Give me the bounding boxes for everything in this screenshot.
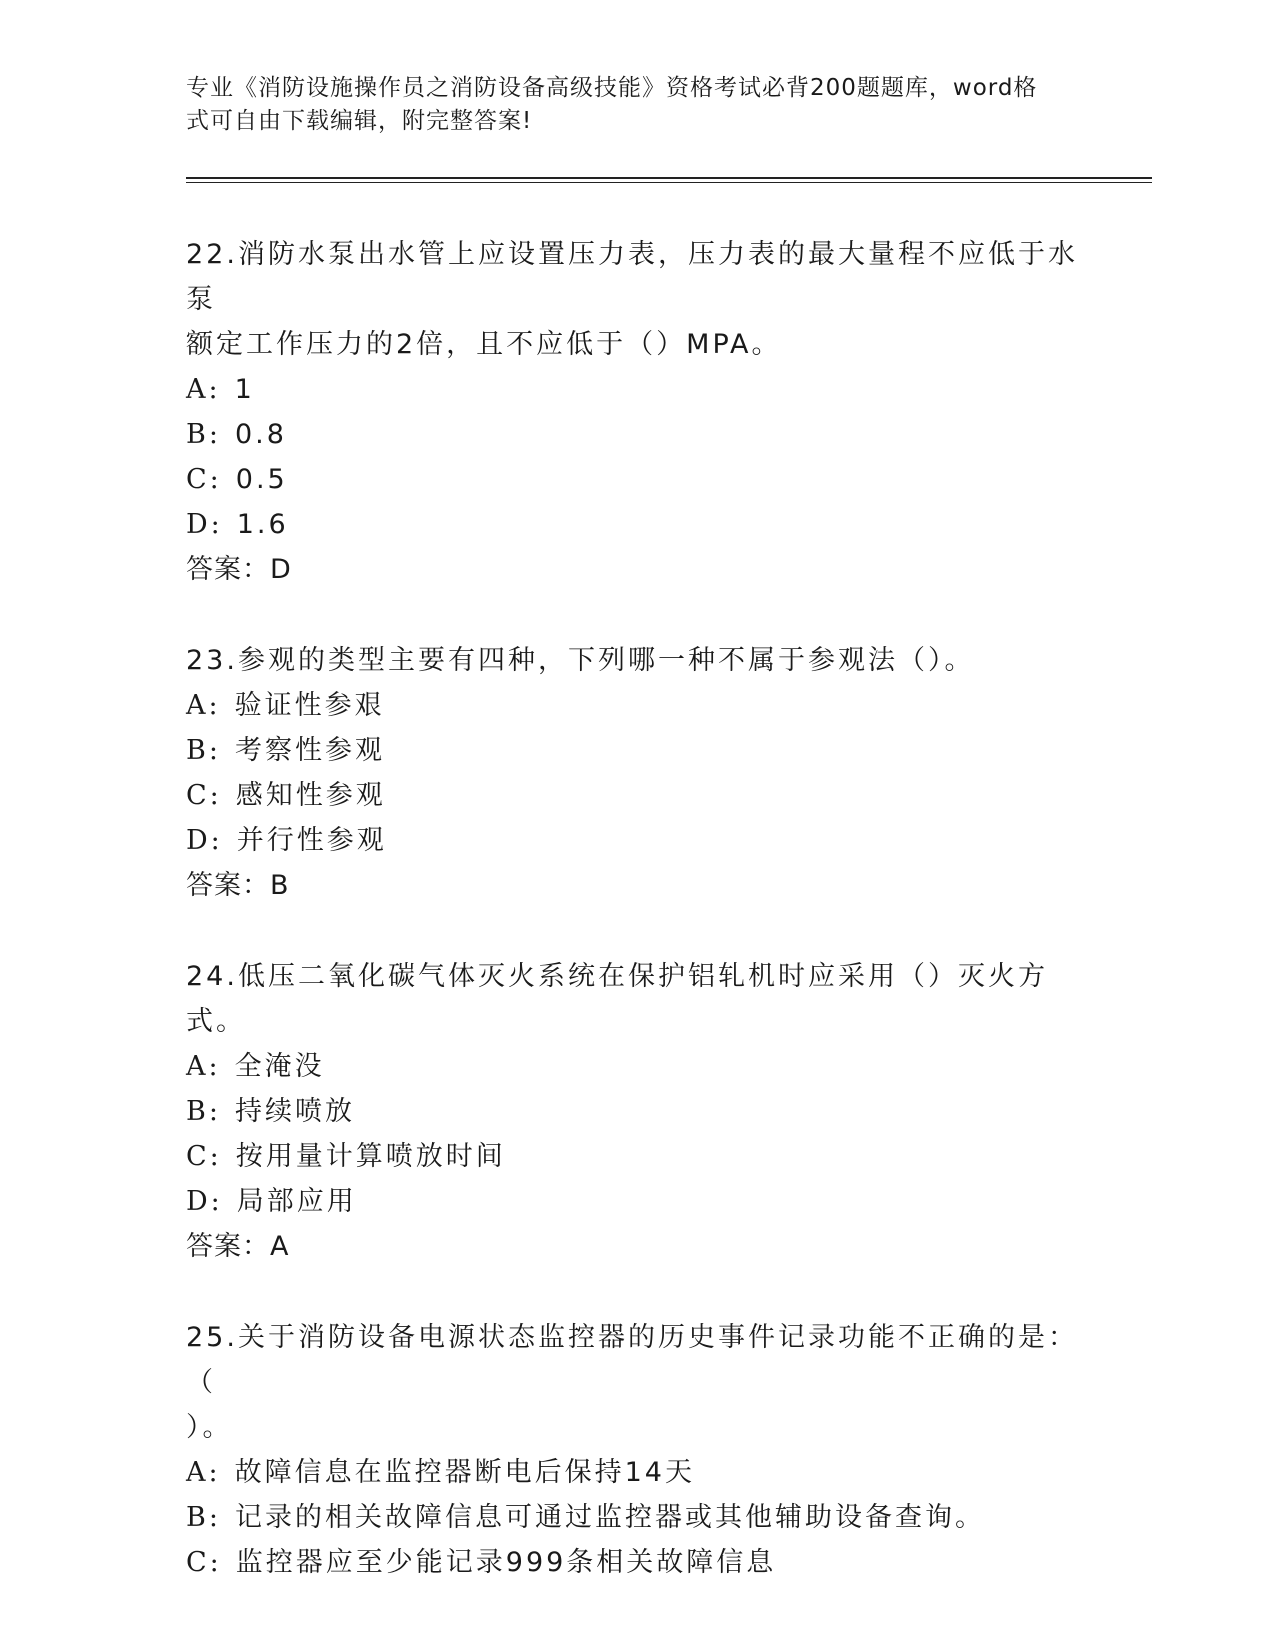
option-text: 监控器应至少能记录999条相关故障信息 — [235, 1547, 777, 1578]
document-header — [186, 72, 1066, 138]
header-title-line-2: 式可自由下载编辑，附完整答案! — [186, 108, 533, 134]
option-d — [186, 818, 1086, 863]
option-key: B: — [186, 1096, 221, 1127]
option-c — [186, 457, 1086, 502]
question-stem-line-1: 22.消防水泵出水管上应设置压力表，压力表的最大量程不应低于水泵 — [186, 239, 1078, 315]
option-text: 持续喷放 — [234, 1096, 355, 1127]
option-text: 1 — [234, 374, 255, 405]
answer-line: 答案：A — [186, 1231, 290, 1262]
option-d — [186, 502, 1086, 547]
option-key: C: — [186, 1547, 222, 1578]
option-key: A: — [186, 690, 221, 721]
option-key: A: — [186, 1457, 221, 1488]
option-c — [186, 1540, 1086, 1585]
option-text: 局部应用 — [236, 1186, 357, 1217]
option-b — [186, 728, 1086, 773]
option-text: 按用量计算喷放时间 — [235, 1141, 506, 1172]
option-key: B: — [186, 735, 221, 766]
question-stem-line-1: 25.关于消防设备电源状态监控器的历史事件记录功能不正确的是：（ — [186, 1322, 1078, 1398]
option-key: A: — [186, 1051, 221, 1082]
option-text: 0.5 — [235, 464, 288, 495]
option-text: 验证性参艰 — [234, 690, 385, 721]
option-text: 记录的相关故障信息可通过监控器或其他辅助设备查询。 — [234, 1502, 985, 1533]
question-stem-line-2: 额定工作压力的2倍，且不应低于（）MPA。 — [186, 329, 782, 360]
option-c — [186, 773, 1086, 818]
option-a — [186, 367, 1086, 412]
option-key: B: — [186, 419, 221, 450]
option-d — [186, 1179, 1086, 1224]
option-b — [186, 1089, 1086, 1134]
question-list — [186, 232, 1086, 1631]
option-text: 感知性参观 — [235, 780, 386, 811]
question-25 — [186, 1315, 1086, 1585]
question-stem-line-2: ）。 — [186, 1412, 233, 1443]
header-title-line-1: 专业《消防设施操作员之消防设备高级技能》资格考试必背200题题库，word格 — [186, 75, 1038, 101]
question-22 — [186, 232, 1086, 592]
option-key: C: — [186, 780, 222, 811]
option-text: 全淹没 — [234, 1051, 325, 1082]
option-key: C: — [186, 464, 222, 495]
option-key: A: — [186, 374, 221, 405]
answer-line: 答案：D — [186, 554, 292, 585]
option-b — [186, 412, 1086, 457]
option-key: D: — [186, 825, 223, 856]
question-stem-line-1: 23.参观的类型主要有四种，下列哪一种不属于参观法（）。 — [186, 645, 975, 676]
option-text: 0.8 — [234, 419, 287, 450]
header-divider — [186, 177, 1152, 183]
option-c — [186, 1134, 1086, 1179]
option-a — [186, 683, 1086, 728]
option-key: B: — [186, 1502, 221, 1533]
option-b — [186, 1495, 1086, 1540]
option-key: D: — [186, 1186, 223, 1217]
option-key: D: — [186, 509, 223, 540]
option-key: C: — [186, 1141, 222, 1172]
question-24 — [186, 954, 1086, 1269]
option-text: 并行性参观 — [236, 825, 387, 856]
answer-line: 答案：B — [186, 870, 290, 901]
question-23 — [186, 638, 1086, 908]
option-text: 1.6 — [236, 509, 289, 540]
option-a — [186, 1450, 1086, 1495]
question-stem-line-1: 24.低压二氧化碳气体灭火系统在保护铝轧机时应采用（）灭火方式。 — [186, 961, 1048, 1037]
option-text: 故障信息在监控器断电后保持14天 — [234, 1457, 695, 1488]
option-text: 考察性参观 — [234, 735, 385, 766]
option-a — [186, 1044, 1086, 1089]
